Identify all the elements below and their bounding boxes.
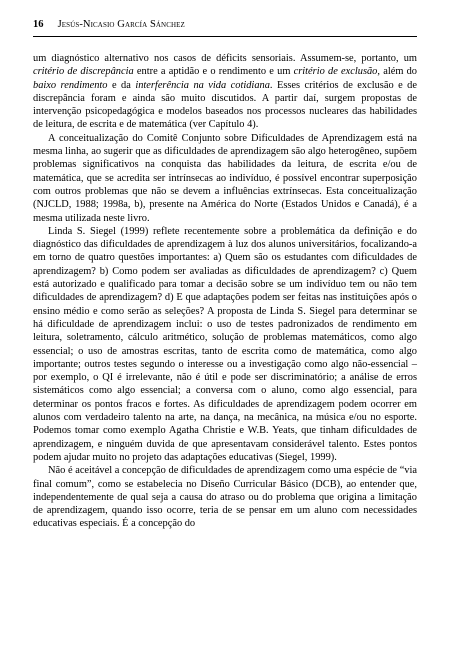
page-body [33,52,417,531]
text-run: Linda S. Siegel (1999) reflete recentemente sobre a problemática da definição e do diagnóstico das dificuldades de aprendizagem à luz dos alunos universitários, focalizando-a em torno de quatro questões importantes: a) Quem são os estudantes com dificuldades de aprendizagem? b) Como podem ser avaliadas as dificuldades de aprendizagem? c) Quem está autorizado e qualificado para tomar a decisão sobre se um indivíduo tem ou não tem dificuldades de aprendizagem? d) E que adaptações podem ser feitas nas instituições após o ensino médio e como serão as seleções? A proposta de Linda S. Siegel para determinar se há dificuldade de aprendizagem inclui: o uso de testes padronizados de rendimento em leitura, soletramento, cálculo aritmético, solução de problemas matemáticos, como algo essencial; o uso de amostras escritas, tanto de escrita como de matemática, como algo importante; outros testes segundo o interesse ou a investigação como algo não-essencial – por exemplo, o QI é irrelevante, não é útil e pode ser discriminatório; a análise de erros sistemáticos como algo essencial; a conversa com o aluno, como algo essencial, para determinar os pontos fracos e fortes. As dificuldades de aprendizagem podem ocorrer em alunos com verdadeiro talento na arte, na dança, na mecânica, na música e/ou no esporte. Podemos tomar como exemplo Agatha Christie e W.B. Yeats, que tinham dificuldades de aprendizagem, e ninguém duvida de que apresentavam considerável talento. Estes pontos podem ajudar muito no projeto das adaptações educativas (Siegel, 1999). [33,225,417,463]
italic-term: critério de exclusão [293,66,378,78]
text-run: A conceitualização do Comitê Conjunto sobre Dificuldades de Aprendizagem está na mesma linha, ao sugerir que as dificuldades de aprendizagem são algo heterogêneo, supõem problemas significativos na conquista das habilidades da leitura, de escrita e/ou de matemática, que se acredita ser intrínsecas ao indivíduo, é possível encontrar superposição com outros problemas que não se devem a influências extrínsecas. Esta conceitualização (NJCLD, 1988; 1998a, b), presente na América do Norte (Estados Unidos e Canadá), é a mesma utilizada neste livro. [33,132,417,224]
body-paragraph [33,225,417,464]
running-head-author: Jesús-Nicasio García Sánchez [57,19,185,30]
text-run: um diagnóstico alternativo nos casos de déficits sensoriais. Assumem-se, portanto, um [33,53,417,64]
italic-term: baixo rendimento [33,79,108,91]
text-run: Não é aceitável a concepção de dificuldades de aprendizagem como uma espécie de “via final comum”, como se estabelecia no Diseño Curricular Básico (DCB), ao entender que, independentemente de qual seja a causa do atraso ou do problema que origina a limitação de aprendizagem, quando isso ocorre, teria de se pensar em um aluno com necessidades educativas especiais. É a concepção do [33,465,417,530]
text-run: e da [107,79,136,91]
text-run: , além do [377,66,418,78]
body-paragraph [33,464,417,530]
text-run: entre a aptidão e o rendimento e um [133,66,294,78]
body-paragraph [33,52,417,132]
page-number: 16 [33,19,44,30]
italic-term: interferência na vida cotidiana [135,79,270,91]
italic-term: critério de discrepância [33,66,134,78]
header-rule [33,36,417,37]
body-paragraph [33,132,417,225]
running-header [33,19,417,35]
text-run: . Esses critérios de exclusão e de discrepância foram e ainda são muito discutidos. A partir daí, surgem propostas de intervenção psicopedagógica e modelos baseados nos processos nucleares das habilidades de leitura, de escrita e de matemática (ver Capítulo 4). [33,79,417,131]
